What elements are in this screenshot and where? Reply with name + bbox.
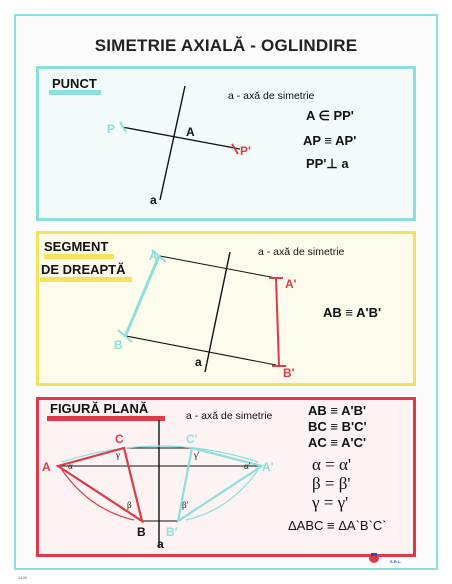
formula: BC ≡ B'C' <box>308 419 367 434</box>
formula: AC ≡ A'C' <box>308 435 367 450</box>
print-code: 4155 <box>18 575 27 580</box>
formula: A ∈ PP' <box>306 108 354 123</box>
logo-line1: DIDACT-FORUM <box>381 553 414 558</box>
label-c-prime: C' <box>186 432 198 446</box>
panel-label-segment-line2: DE DREAPTĂ <box>41 262 126 277</box>
panel-label-point: PUNCT <box>52 76 97 91</box>
label-a: A <box>186 125 195 139</box>
formula: AB ≡ A'B' <box>323 305 382 320</box>
triangle-congruence: ΔABC ≡ ΔA`B`C` <box>288 518 387 533</box>
axis-note: a - axă de simetrie <box>258 246 345 258</box>
perpendicular-line <box>122 127 240 149</box>
logo-line2: S.R.L. <box>390 559 402 564</box>
axis-line <box>160 86 185 200</box>
axis-note: a - axă de simetrie <box>228 90 315 102</box>
angle-gamma: γ <box>116 450 120 460</box>
page-title: SIMETRIE AXIALĂ - OGLINDIRE <box>94 36 358 55</box>
panel-label-figure: FIGURĂ PLANĂ <box>50 401 149 416</box>
segment-ab <box>125 256 159 337</box>
label-a-prime: A' <box>262 460 274 474</box>
label-b-prime: B' <box>166 525 178 539</box>
figure-symmetry-figure <box>42 420 274 551</box>
label-a-prime: A' <box>285 277 297 291</box>
label-p-prime: P' <box>240 144 251 158</box>
label-axis-a: a <box>150 193 157 207</box>
label-axis-a: a <box>195 355 202 369</box>
angle-equality: α = α' <box>312 455 351 474</box>
point-symmetry-figure <box>107 86 251 207</box>
panel-label-segment-line1: SEGMENT <box>44 239 109 254</box>
formula: PP'⊥ a <box>306 156 349 171</box>
publisher-logo <box>368 548 414 573</box>
label-b: B <box>137 525 146 539</box>
angle-equality: γ = γ' <box>312 493 349 512</box>
angle-equality: β = β' <box>312 474 351 493</box>
label-a: A <box>149 249 158 263</box>
connector-line <box>160 256 276 278</box>
axis-note: a - axă de simetrie <box>186 410 273 422</box>
label-p: P <box>107 122 116 136</box>
angle-beta-prime: β' <box>182 500 189 510</box>
label-b: B <box>114 338 123 352</box>
angle-alpha-prime: α' <box>244 461 251 471</box>
formula: AB ≡ A'B' <box>308 403 367 418</box>
segment-a-prime-b-prime <box>276 278 279 366</box>
label-a: A <box>42 460 51 474</box>
segment-symmetry-figure <box>114 249 297 380</box>
label-c: C <box>115 432 124 446</box>
label-b-prime: B' <box>283 366 295 380</box>
label-axis-a: a <box>157 537 164 551</box>
angle-beta: β <box>127 500 132 510</box>
formula: AP ≡ AP' <box>303 133 357 148</box>
angle-alpha: α <box>68 461 73 471</box>
logo-icon <box>368 548 414 568</box>
angle-gamma-prime: γ' <box>194 450 200 460</box>
